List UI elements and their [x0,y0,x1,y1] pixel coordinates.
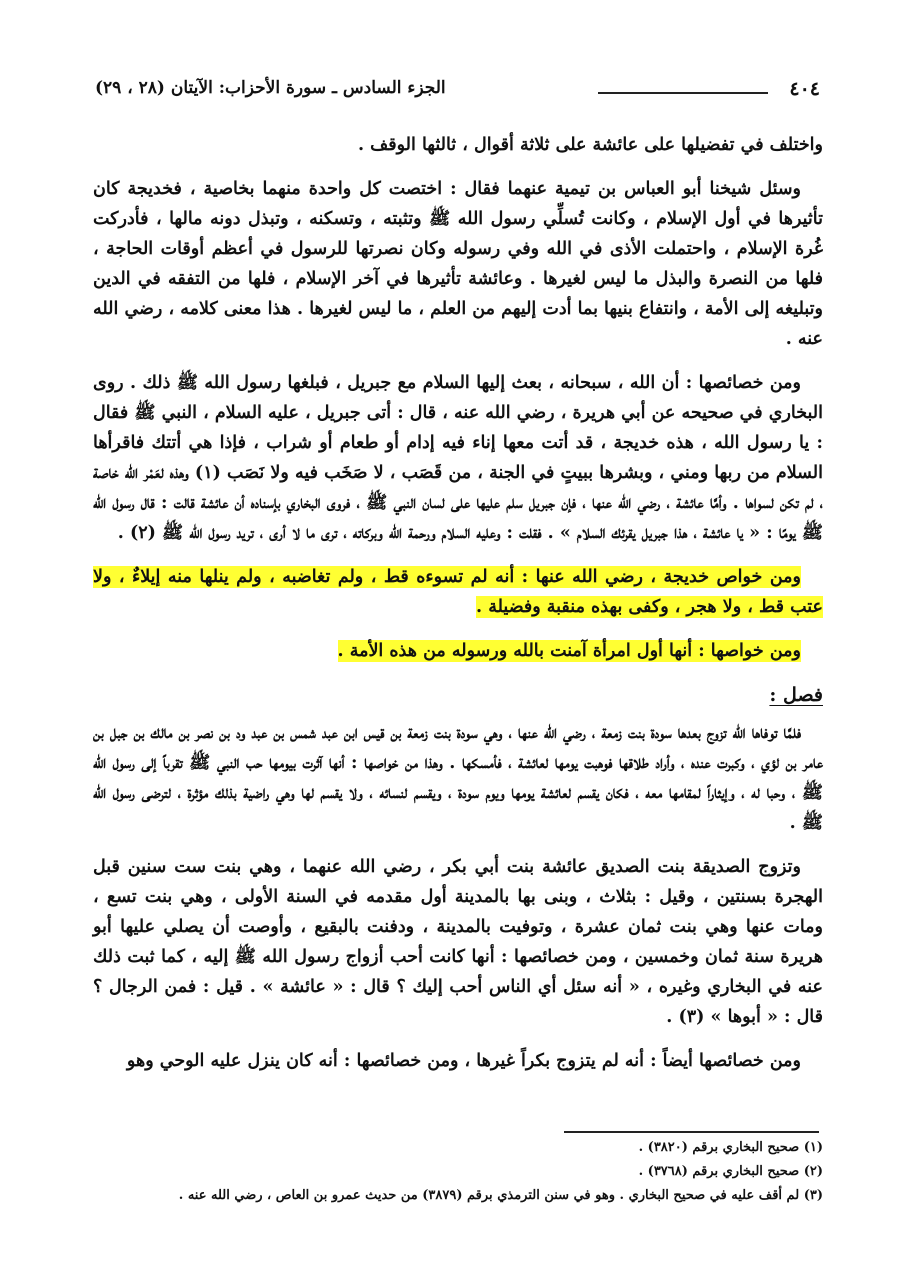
paragraph-text: وتزوج الصديقة بنت الصديق عائشة بنت أبي بكر ، رضي الله عنهما ، وهي بنت ست سنين قبل الهجرة بسنتين ، وقيل : بثلاث ، وبنى بها بالمدينة أول مقدمه في السنة الأولى ، وهي بنت تسع ، ومات عنها وهي بنت ثمان عشرة ، وتوفيت بالمدينة ، ودفنت بالبقيع ، وأوصت أن يصلي عليها أبو هريرة سنة ثمان وخمسين ، ومن خصائصها : أنها كانت أحب أزواج رسول الله ﷺ إليه ، كما ثبت ذلك عنه في البخاري وغيره ، « أنه سئل أي الناس أحب إليك ؟ قال : « عائشة » . قيل : فمن الرجال ؟ قال : « أبوها » (٣) . [93,857,823,1027]
footnote: (١) صحيح البخاري برقم (٣٨٢٠) . [638,1140,823,1155]
main-text [93,130,823,1090]
footnote: (٣) لم أقف عليه في صحيح البخاري . وهو في سنن الترمذي برقم (٣٨٧٩) من حديث عمرو بن العاص ، رضي الله عنه . [178,1188,823,1203]
highlighted-paragraph [93,562,823,622]
footnote-rule [564,1131,819,1133]
highlighted-text: ومن خواص خديجة ، رضي الله عنها : أنه لم تسوءه قط ، ولم تغاضبه ، ولم ينلها منه إيلاءٌ ، ولا عتب قط ، ولا هجر ، وكفى بهذه منقبة وفضيلة . [93,567,823,617]
paragraph [93,718,823,838]
paragraph-text: فلمَّا توفاها الله تزوج بعدها سودة بنت زمعة ، رضي الله عنها ، وهي سودة بنت زمعة بن قيس ابن عبد شمس بن عبد ود بن نصر بن مالك بن جبل بن عامر بن لؤي ، وكبرت عنده ، وأراد طلاقها فوهبت يومها لعائشة ، فأمسكها . وهذا من خواصها : أنها آثرت بيومها حب النبي ﷺ تقرباً إلى رسول الله ﷺ ، وحبا له ، وإيثاراً لمقامها معه ، فكان يقسم لعائشة يومها ويوم سودة ، ويقسم لنسائه ، ولا يقسم لها وهي راضية بذلك مؤثرة ، لترضى رسول الله ﷺ . [93,723,823,833]
paragraph-text: واختلف في تفضيلها على عائشة على ثلاثة أقوال ، ثالثها الوقف . [357,135,823,155]
page-number: ٤٠٤ [789,78,820,100]
paragraph [93,368,823,548]
paragraph [93,130,823,160]
highlighted-paragraph [93,636,823,666]
section-heading: فصل : [769,684,823,706]
paragraph [93,852,823,1032]
highlighted-text: ومن خواصها : أنها أول امرأة آمنت بالله ورسوله من هذه الأمة . [337,641,801,661]
header-rule [598,92,768,94]
footnotes [93,1136,823,1208]
paragraph-text: ومن خصائصها أيضاً : أنه لم يتزوج بكراً غيرها ، ومن خصائصها : أنه كان ينزل عليه الوحي وهو [126,1051,801,1071]
paragraph [93,174,823,354]
paragraph-text: وسئل شيخنا أبو العباس بن تيمية عنهما فقال : اختصت كل واحدة منهما بخاصية ، فخديجة كان تأثيرها في أول الإسلام ، وكانت تُسلِّي رسول الله ﷺ وتثبته ، وتسكنه ، وتبذل دونه مالها ، فأدركت غُرة الإسلام ، واحتملت الأذى في الله وفي رسوله وكان نصرتها للرسول في أعظم أوقات الحاجة ، فلها من النصرة والبذل ما ليس لغيرها . وعائشة تأثيرها في آخر الإسلام ، فلها من التفقه في الدين وتبليغه إلى الأمة ، وانتفاع بنيها بما أدت إليهم من العلم ، ما ليس لغيرها . هذا معنى كلامه ، رضي الله عنه . [93,179,823,349]
paragraph-text: ومن خصائصها : أن الله ، سبحانه ، بعث إليها السلام مع جبريل ، فبلغها رسول الله ﷺ ذلك . روى البخاري في صحيحه عن أبي هريرة ، رضي الله عنه ، قال : أتى جبريل ، عليه السلام ، النبي ﷺ فقال : يا رسول الله ، هذه خديجة ، قد أتت معها إناء فيه إدام أو طعام أو شراب ، فإذا هي أتتك فاقرأها السلام من ربها ومني ، وبشرها ببيتٍ في الجنة ، من قَصَب ، لا صَخَب فيه ولا نَصَب (١) وهذه لعَمْر الله خاصة ، لم تكن لسواها . وأمَّا عائشة ، رضي الله عنها ، فإن جبريل سلم عليها على لسان النبي ﷺ ، فروى البخاري بإسناده أن عائشة قالت : قال رسول الله ﷺ يومًا : « يا عائشة ، هذا جبريل يقرئك السلام » . فقلت : وعليه السلام ورحمة الله وبركاته ، ترى ما لا أرى ، تريد رسول الله ﷺ (٢) . [93,373,823,543]
running-title: الجزء السادس ـ سورة الأحزاب: الآيتان (٢٨ ، ٢٩) [95,78,446,98]
paragraph [93,1046,823,1076]
running-header [95,78,820,108]
footnote: (٢) صحيح البخاري برقم (٣٧٦٨) . [638,1164,823,1179]
